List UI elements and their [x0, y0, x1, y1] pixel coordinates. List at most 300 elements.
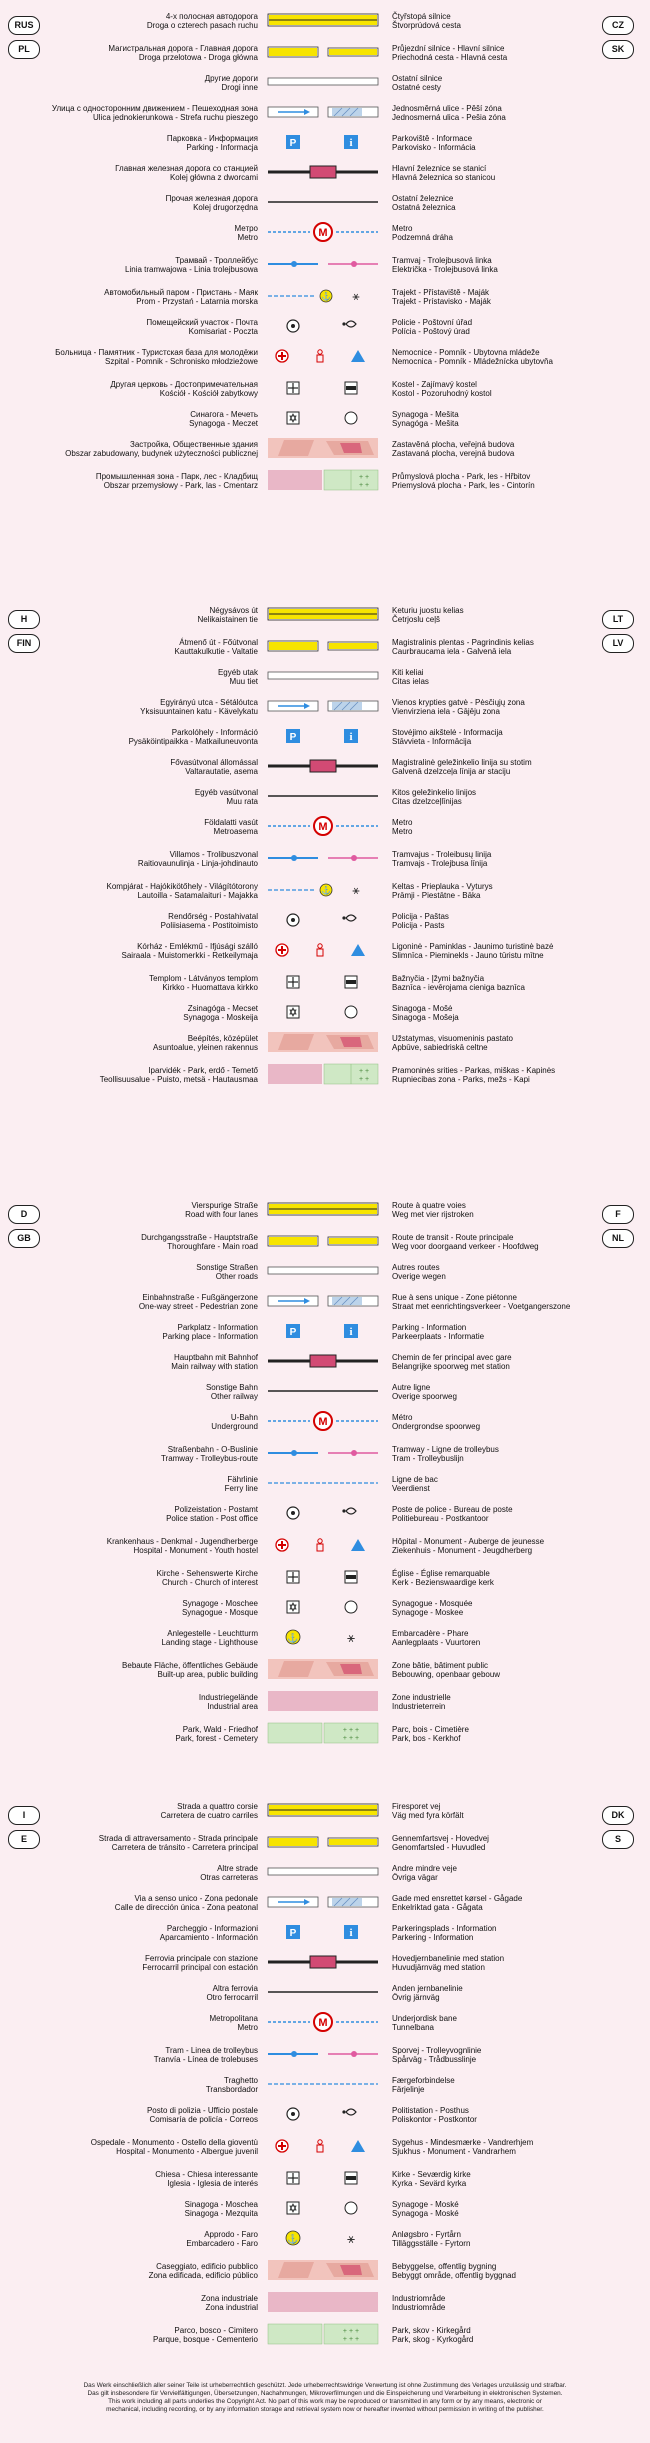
label-line: Politiebureau - Postkantoor — [392, 1514, 489, 1524]
label-line: Approdo - Faro — [204, 2230, 258, 2239]
label-line: Kirkko - Huomattava kirkko — [162, 983, 258, 993]
legend-label-right — [392, 440, 622, 458]
language-badge: I — [8, 1806, 40, 1825]
label-line: Vierspurige Straße — [191, 1201, 258, 1210]
label-line: Industrieterrein — [392, 1702, 446, 1712]
legend-label-right — [392, 728, 622, 746]
label-line: Firesporet vej — [392, 1802, 441, 1811]
legend-label-left — [28, 2262, 258, 2280]
copyright-line: mechanical, including recording, or by any information storage and retrieval system now or hereafter invented without permission in writing of the publisher. — [106, 2406, 544, 2413]
svg-text:+ +: + + — [358, 1076, 370, 1083]
legend-label-right — [392, 1413, 622, 1431]
legend-label-left — [28, 942, 258, 960]
legend-row — [0, 786, 650, 806]
legend-label-left — [28, 788, 258, 806]
label-line: Egyéb utak — [217, 668, 258, 677]
legend-label-left — [28, 1323, 258, 1341]
legend-row — [0, 468, 650, 492]
legend-label-left — [28, 698, 258, 716]
rail-symbol-icon — [264, 1350, 382, 1372]
industrialonly-symbol-icon — [264, 2291, 382, 2313]
label-line: Drogi inne — [221, 83, 258, 93]
label-line: Vienos krypties gatvė - Pėsčiųjų zona — [392, 698, 525, 707]
svg-text:⚓: ⚓ — [321, 292, 331, 301]
label-line: Main railway with station — [171, 1362, 258, 1372]
label-line: Nelikaistainen tie — [197, 615, 258, 625]
label-line: Ferrovia principale con stazione — [145, 1954, 258, 1963]
legend-label-right — [392, 2294, 622, 2312]
label-line: Strada di attraversamento - Strada principale — [98, 1834, 258, 1843]
label-line: Industriområde — [392, 2303, 446, 2313]
label-line: Posto di polizia - Ufficio postale — [146, 2106, 258, 2115]
label-line: Četrjoslu ceļš — [392, 615, 441, 625]
label-line: Iglesia - Iglesia de interés — [167, 2179, 258, 2189]
svg-text:⚹: ⚹ — [352, 289, 360, 303]
legend-label-left — [28, 2170, 258, 2188]
label-line: Industriegelände — [198, 1693, 258, 1702]
label-line: Synagoga - Moskeija — [183, 1013, 258, 1023]
parking-symbol-icon — [264, 1320, 382, 1342]
label-line: Другие дороги — [204, 74, 258, 83]
label-line: Прочая железная дорога — [165, 194, 258, 203]
other-symbol-icon — [264, 665, 382, 687]
legend-row — [0, 1922, 650, 1942]
legend-label-left — [28, 410, 258, 428]
legend-row — [0, 2074, 650, 2094]
label-line: Gennemfartsvej - Hovedvej — [392, 1834, 489, 1843]
legend-label-left — [28, 1413, 258, 1431]
hospital-symbol-icon — [264, 939, 382, 961]
svg-text:+ +: + + — [358, 482, 370, 489]
label-line: Ligne de bac — [392, 1475, 438, 1484]
legend-label-right — [392, 758, 622, 776]
other-symbol-icon — [264, 1260, 382, 1282]
svg-text:P: P — [289, 138, 297, 149]
legend-label-left — [28, 288, 258, 306]
synagogue-symbol-icon — [264, 1596, 382, 1618]
label-line: Sairaala - Muistomerkki - Retkeilymaja — [121, 951, 258, 961]
label-line: Ostatní silnice — [392, 74, 443, 83]
legend-row — [0, 8, 650, 32]
legend-label-left — [28, 1802, 258, 1820]
label-line: Prāmji - Piestātne - Bāka — [392, 891, 481, 901]
legend-row — [0, 1501, 650, 1525]
label-line: Магистральная дорога - Главная дорога — [108, 44, 258, 53]
label-line: Автомобильный паром - Пристань - Маяк — [104, 288, 258, 297]
svg-text:i: i — [349, 137, 353, 149]
legend-label-left — [28, 2294, 258, 2312]
label-line: Linia tramwajowa - Linia trolejbusowa — [125, 265, 258, 275]
label-line: Tilläggsställe - Fyrtorn — [392, 2239, 471, 2249]
language-badge: RUS — [8, 16, 40, 35]
legend-label-right — [392, 1475, 622, 1493]
legend-label-right — [392, 882, 622, 900]
label-line: Tramvaj - Trolejbusová linka — [392, 256, 492, 265]
legend-label-left — [28, 606, 258, 624]
ferry-symbol-icon — [264, 879, 382, 901]
label-line: Átmenő út - Főútvonal — [179, 638, 258, 647]
legend-row — [0, 2166, 650, 2190]
rail-symbol-icon — [264, 1951, 382, 1973]
label-line: Magistralinė geležinkelio linija su stotim — [392, 758, 532, 767]
legend-row — [0, 970, 650, 994]
legend-label-right — [392, 44, 622, 62]
oneway-symbol-icon — [264, 1290, 382, 1312]
legend-row — [0, 602, 650, 626]
legend-label-left — [28, 974, 258, 992]
label-line: Galvenā dzelzceļa līnija ar staciju — [392, 767, 511, 777]
label-line: Park, skov - Kirkegård — [392, 2326, 471, 2335]
label-line: Больница - Памятник - Туристская база для молодёжи — [55, 348, 258, 357]
legend-row — [0, 316, 650, 336]
label-line: Muu rata — [226, 797, 258, 807]
label-line: Tram - Trolleybuslijn — [392, 1454, 464, 1464]
ferry-symbol-icon — [264, 285, 382, 307]
legend-row — [0, 1721, 650, 1745]
other-symbol-icon — [264, 71, 382, 93]
legend-label-left — [28, 472, 258, 490]
label-line: Metroasema — [213, 827, 258, 837]
label-line: Tramvajus - Troleibusų linija — [392, 850, 492, 859]
language-badge: CZ — [602, 16, 634, 35]
main-symbol-icon — [264, 1230, 382, 1252]
legend-label-left — [28, 728, 258, 746]
label-line: Tranvía - Línea de trolebuses — [153, 2055, 258, 2065]
label-line: Zastavěná plocha, veřejná budova — [392, 440, 515, 449]
parkonly-symbol-icon — [264, 1722, 382, 1744]
label-line: Kościół - Kościół zabytkowy — [159, 389, 258, 399]
legend-label-right — [392, 974, 622, 992]
label-line: Kitos geležinkelio linijos — [392, 788, 477, 797]
label-line: Keturiu juostu kelias — [392, 606, 464, 615]
legend-label-left — [28, 1293, 258, 1311]
legend-label-right — [392, 850, 622, 868]
legend-label-right — [392, 1004, 622, 1022]
legend-label-right — [392, 318, 622, 336]
label-line: Podzemná dráha — [392, 233, 453, 243]
legend-label-left — [28, 1661, 258, 1679]
label-line: Lautoilla - Satamalaituri - Majakka — [137, 891, 258, 901]
language-badge: GB — [8, 1229, 40, 1248]
legend-label-left — [28, 1353, 258, 1371]
label-line: Čtyřstopá silnice — [392, 12, 451, 21]
label-line: Sinagoga - Mošė — [392, 1004, 453, 1013]
legend-label-right — [392, 638, 622, 656]
label-line: Embarcadère - Phare — [392, 1629, 469, 1638]
legend-label-right — [392, 2262, 622, 2280]
legend-row — [0, 814, 650, 838]
legend-row — [0, 160, 650, 184]
label-line: Citas ielas — [392, 677, 429, 687]
label-line: Beépítés, középület — [187, 1034, 258, 1043]
svg-text:⚓: ⚓ — [287, 2234, 299, 2244]
legend-row — [0, 754, 650, 778]
label-line: U-Bahn — [230, 1413, 258, 1422]
label-line: Električka - Trolejbusová linka — [392, 265, 498, 275]
legend-row — [0, 1565, 650, 1589]
legend-label-left — [28, 2046, 258, 2064]
label-line: Помещейский участок - Почта — [146, 318, 258, 327]
label-line: Synagoge - Moschee — [182, 1599, 258, 1608]
label-line: Muu tiet — [229, 677, 258, 687]
legend-label-right — [392, 164, 622, 182]
svg-text:M: M — [318, 1416, 328, 1428]
legend-label-right — [392, 1201, 622, 1219]
label-line: Synagogue - Mosquée — [392, 1599, 473, 1608]
oneway-symbol-icon — [264, 1891, 382, 1913]
label-line: Vienvirziena iela - Gājēju zona — [392, 707, 500, 717]
legend-label-left — [28, 1725, 258, 1743]
legend-row — [0, 1441, 650, 1465]
copyright-line: Das gilt insbesondere für Vervielfältigungen, Übersetzungen, Nachahmungen, Mikroverfilmungen und die Einspeicherung und Verarbeitung in elektronischen Systemen. — [87, 2390, 563, 2397]
label-line: Nemocnice - Pomník - Ubytovna mládeže — [392, 348, 540, 357]
label-line: Genomfartsled - Huvudled — [392, 1843, 486, 1853]
label-line: Stovėjimo aikštelė - Informacija — [392, 728, 503, 737]
label-line: Fővasútvonal állomással — [170, 758, 258, 767]
label-line: Trajekt - Prístavisko - Maják — [392, 297, 491, 307]
language-badge: PL — [8, 40, 40, 59]
label-line: Fährlinie — [227, 1475, 258, 1484]
copyright-notice — [0, 2382, 650, 2414]
legend-label-right — [392, 1293, 622, 1311]
legend-label-right — [392, 2076, 622, 2094]
legend-row — [0, 192, 650, 212]
legend-row — [0, 1597, 650, 1617]
label-line: Övriga vägar — [392, 1873, 438, 1883]
label-line: Synagoge - Moské — [392, 2200, 459, 2209]
legend-label-right — [392, 1693, 622, 1711]
label-line: Magistralinis plentas - Pagrindinis kelias — [392, 638, 534, 647]
legend-label-left — [28, 164, 258, 182]
parking-symbol-icon — [264, 725, 382, 747]
legend-label-left — [28, 1034, 258, 1052]
svg-text:M: M — [318, 821, 328, 833]
label-line: Sinagoga - Mezquita — [184, 2209, 258, 2219]
label-line: Road with four lanes — [185, 1210, 258, 1220]
legend-label-right — [392, 2170, 622, 2188]
label-line: Hospital - Monumento - Albergue juvenil — [116, 2147, 258, 2157]
label-line: Underjordisk bane — [392, 2014, 457, 2023]
landing-symbol-icon — [264, 1626, 382, 1648]
label-line: Улица с односторонним движением - Пешеходная зона — [51, 104, 258, 113]
language-badge: E — [8, 1830, 40, 1849]
church-symbol-icon — [264, 971, 382, 993]
label-line: Tramway - Trolleybus-route — [160, 1454, 258, 1464]
label-line: Metro — [237, 2023, 258, 2033]
ferryline-symbol-icon — [264, 2073, 382, 2095]
legend-row — [0, 938, 650, 962]
legend-row — [0, 1533, 650, 1557]
legend-row — [0, 726, 650, 746]
label-line: Kirke - Seværdig kirke — [392, 2170, 471, 2179]
label-line: Другая церковь - Достопримечательная — [110, 380, 258, 389]
oneway-symbol-icon — [264, 695, 382, 717]
label-line: Autres routes — [392, 1263, 440, 1272]
synagogue-symbol-icon — [264, 1001, 382, 1023]
label-line: Sinagoga - Mošeja — [392, 1013, 459, 1023]
label-line: Other roads — [215, 1272, 258, 1282]
legend-label-right — [392, 2138, 622, 2156]
legend-label-left — [28, 1233, 258, 1251]
label-line: Hauptbahn mit Bahnhof — [173, 1353, 258, 1362]
label-line: Parcheggio - Informazioni — [166, 1924, 258, 1933]
legend-label-right — [392, 224, 622, 242]
label-line: Rendőrség - Postahivatal — [168, 912, 258, 921]
legend-row — [0, 846, 650, 870]
legend-label-left — [28, 1475, 258, 1493]
label-line: Priemyslová plocha - Park, les - Cintorín — [392, 481, 535, 491]
legend-label-left — [28, 380, 258, 398]
landing-symbol-icon — [264, 2227, 382, 2249]
industrial-symbol-icon — [264, 469, 382, 491]
label-line: Szpital - Pomnik - Schronisko młodzieżowe — [105, 357, 258, 367]
legend-label-left — [28, 134, 258, 152]
label-line: Weg met vier rijstroken — [392, 1210, 474, 1220]
legend-label-left — [28, 194, 258, 212]
label-line: Veerdienst — [392, 1484, 430, 1494]
legend-label-left — [28, 104, 258, 122]
legend-label-left — [28, 1445, 258, 1463]
industrialonly-symbol-icon — [264, 1690, 382, 1712]
otherrail-symbol-icon — [264, 1380, 382, 1402]
tram-symbol-icon — [264, 1442, 382, 1464]
legend-label-right — [392, 1802, 622, 1820]
parking-symbol-icon — [264, 1921, 382, 1943]
legend-label-left — [28, 1924, 258, 1942]
language-badge: DK — [602, 1806, 634, 1825]
label-line: Durchgangsstraße - Hauptstraße — [141, 1233, 258, 1242]
label-line: Carretera de tránsito - Carretera principal — [111, 1843, 258, 1853]
label-line: Industriområde — [392, 2294, 446, 2303]
legend-label-left — [28, 256, 258, 274]
language-badge: SK — [602, 40, 634, 59]
legend-row — [0, 1381, 650, 1401]
label-line: Užstatymas, visuomeninis pastato — [392, 1034, 513, 1043]
legend-row — [0, 878, 650, 902]
label-line: Aparcamiento - Información — [159, 1933, 258, 1943]
label-line: Altre strade — [217, 1864, 258, 1873]
legend-label-right — [392, 12, 622, 30]
label-line: Iparvidék - Park, erdő - Temető — [148, 1066, 258, 1075]
legend-label-right — [392, 2326, 622, 2344]
label-line: Gade med ensrettet kørsel - Gågade — [392, 1894, 523, 1903]
legend-row — [0, 72, 650, 92]
legend-label-left — [28, 1505, 258, 1523]
label-line: Parking - Information — [392, 1323, 467, 1332]
svg-text:i: i — [349, 1927, 353, 1939]
label-line: Anløgsbro - Fyrtårn — [392, 2230, 461, 2239]
label-line: Парковка - Информация — [166, 134, 258, 143]
label-line: Slimnīca - Pieminekls - Jauno tūristu mītne — [392, 951, 544, 961]
label-line: Chiesa - Chiesa interessante — [155, 2170, 258, 2179]
legend-label-right — [392, 1505, 622, 1523]
legend-label-right — [392, 74, 622, 92]
copyright-line: This work including all parts underlies the Copyright Act. No part of this work may be reproduced or transmitted in any form or by any means, electronic or — [108, 2398, 542, 2405]
metro-symbol-icon — [264, 1410, 382, 1432]
label-line: Tramvajs - Trolejbusa līnija — [392, 859, 488, 869]
legend-label-left — [28, 1383, 258, 1401]
legend-label-right — [392, 1894, 622, 1912]
label-line: Underground — [211, 1422, 258, 1432]
legend-row — [0, 1798, 650, 1822]
legend-row — [0, 132, 650, 152]
oneway-symbol-icon — [264, 101, 382, 123]
legend-label-left — [28, 2326, 258, 2344]
label-line: Villamos - Trolibuszvonal — [169, 850, 258, 859]
language-badge: F — [602, 1205, 634, 1224]
label-line: Policija - Paštas — [392, 912, 449, 921]
label-line: Jednosměrná ulice - Pěší zóna — [392, 104, 502, 113]
label-line: Park, Wald - Friedhof — [182, 1725, 258, 1734]
legend-row — [0, 1030, 650, 1054]
label-line: Enkelriktad gata - Gågata — [392, 1903, 483, 1913]
label-line: Průjezdní silnice - Hlavní silnice — [392, 44, 505, 53]
legend-label-left — [28, 74, 258, 92]
church-symbol-icon — [264, 2167, 382, 2189]
legend-label-right — [392, 1323, 622, 1341]
label-line: Baznīca - ievērojama cieniga baznīca — [392, 983, 525, 993]
svg-text:M: M — [318, 2017, 328, 2029]
legend-row — [0, 1830, 650, 1854]
label-line: Parkering - Information — [392, 1933, 474, 1943]
svg-text:⚹: ⚹ — [352, 883, 360, 897]
label-line: Parkovisko - Informácia — [392, 143, 476, 153]
label-line: Ferry line — [224, 1484, 258, 1494]
legend-row — [0, 910, 650, 930]
hospital-symbol-icon — [264, 1534, 382, 1556]
legend-label-right — [392, 698, 622, 716]
label-line: Asuntoalue, yleinen rakennus — [153, 1043, 258, 1053]
label-line: Zone industrielle — [392, 1693, 451, 1702]
language-badge: LT — [602, 610, 634, 629]
legend-label-left — [28, 912, 258, 930]
label-line: Kauttakulkutie - Valtatie — [174, 647, 258, 657]
label-line: Tunnelbana — [392, 2023, 434, 2033]
metro-symbol-icon — [264, 2011, 382, 2033]
label-line: Via a senso unico - Zona pedonale — [134, 1894, 258, 1903]
label-line: Sporvej - Trolleyvognlinie — [392, 2046, 482, 2055]
rail-symbol-icon — [264, 161, 382, 183]
legend-row — [0, 634, 650, 658]
label-line: Pysäköintipaikka - Matkailuneuvonta — [128, 737, 258, 747]
legend-label-right — [392, 606, 622, 624]
svg-text:+ + +: + + + — [342, 1735, 360, 1742]
label-line: Métro — [392, 1413, 413, 1422]
parking-symbol-icon — [264, 131, 382, 153]
label-line: Zona industriale — [201, 2294, 258, 2303]
label-line: Ulica jednokierunkowa - Strefa ruchu pieszego — [93, 113, 258, 123]
legend-row — [0, 1890, 650, 1914]
label-line: Krankenhaus - Denkmal - Jugendherberge — [106, 1537, 258, 1546]
legend-label-right — [392, 1445, 622, 1463]
road4-symbol-icon — [264, 603, 382, 625]
main-symbol-icon — [264, 1831, 382, 1853]
label-line: Hospital - Monument - Youth hostel — [133, 1546, 258, 1556]
legend-label-left — [28, 1537, 258, 1555]
tram-symbol-icon — [264, 847, 382, 869]
label-line: Church - Church of interest — [161, 1578, 258, 1588]
label-line: Sonstige Straßen — [196, 1263, 258, 1272]
legend-label-right — [392, 472, 622, 490]
label-line: Zastavaná plocha, verejná budova — [392, 449, 515, 459]
label-line: 4-х полосная автодорога — [165, 12, 258, 21]
label-line: Rupniecibas zona - Parks, mežs - Kapi — [392, 1075, 530, 1085]
legend-label-right — [392, 1537, 622, 1555]
label-line: Застройка, Общественные здания — [130, 440, 258, 449]
legend-label-left — [28, 758, 258, 776]
legend-label-right — [392, 348, 622, 366]
label-line: Metro — [237, 233, 258, 243]
